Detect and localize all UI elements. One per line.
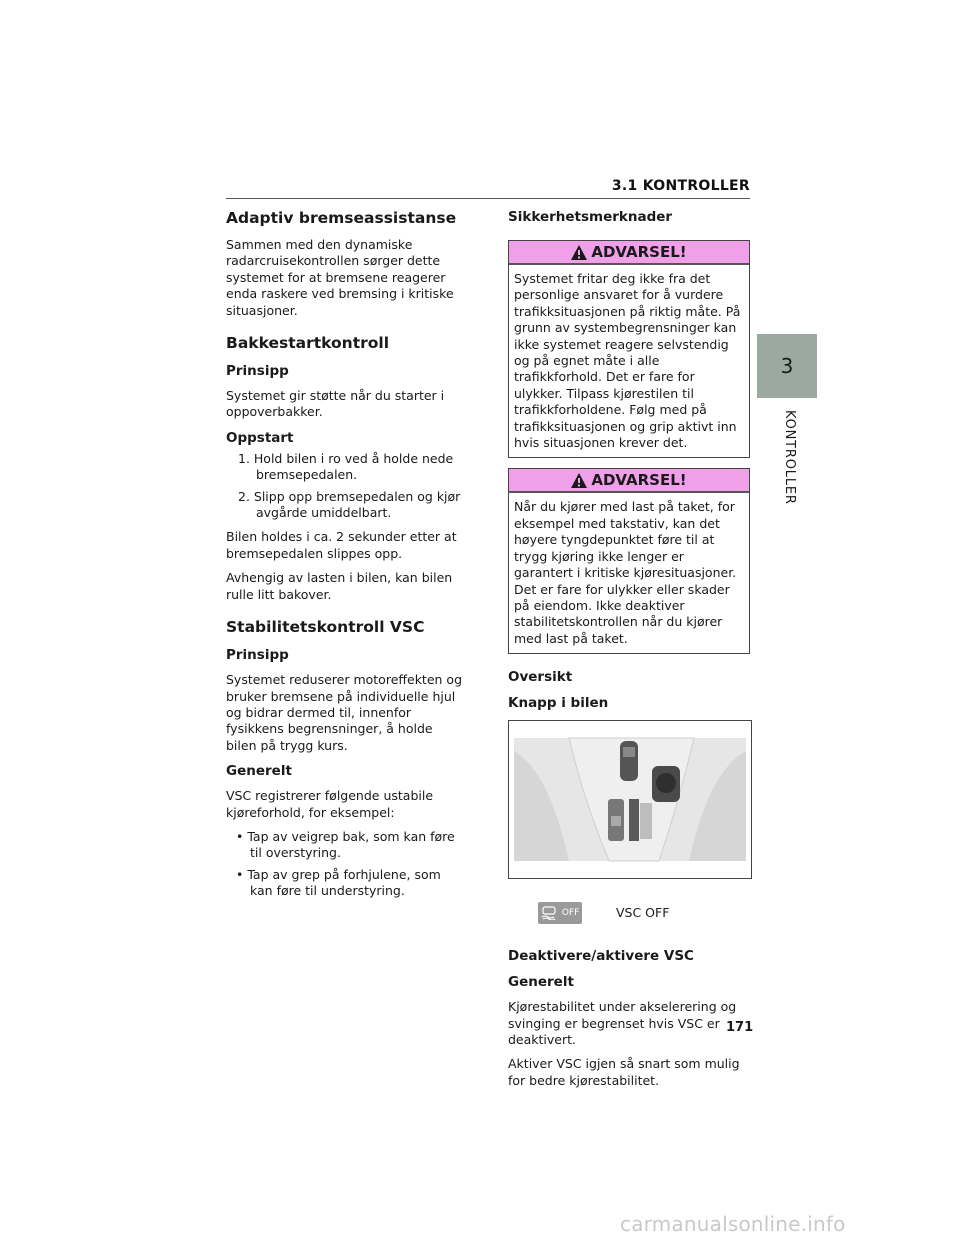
list-item: • Tap av grep på forhjulene, som kan føre til understyring. (236, 866, 441, 899)
warning-triangle-icon (571, 473, 587, 488)
warning-text: Systemet fritar deg ikke fra det personlige ansvaret for å vurdere trafikksituasjonen på riktig måte. På grunn av systembegrensninger kan ikke systemet reagere selvstendig og på egnet måte i alle trafikkforhold. Det er fare for ulykker. Tilpass kjørestilen til trafikkforholdene. Følg med på trafikksituasjonen og grip aktivt inn hvis situasjonen krever det. (514, 271, 741, 451)
right-column (508, 208, 754, 1097)
heading-prinsipp: Prinsipp (226, 647, 289, 664)
paragraph-prinsipp-bakke: Systemet gir støtte når du starter i oppoverbakker. (226, 388, 445, 420)
heading-sikkerhetsmerknader: Sikkerhetsmerknader (508, 209, 673, 225)
vsc-off-icon-text: OFF (561, 907, 580, 918)
left-column (226, 208, 466, 908)
paragraph-holdes: Bilen holdes i ca. 2 sekunder etter at bremsepedalen slippes opp. (226, 529, 457, 561)
list-item: • Tap av veigrep bak, som kan føre til overstyring. (236, 828, 455, 861)
list-item: 2. Slipp opp bremsepedalen og kjør avgårde umiddelbart. (238, 488, 461, 521)
paragraph-prinsipp-vsc: Systemet reduserer motoreffekten og bruker bremsene på individuelle hjul og bidrar dermed til, innenfor fysikkens begrensninger, å holde bilen på trygg kurs. (226, 672, 462, 753)
watermark: carmanualsonline.info (620, 1212, 846, 1236)
warning-header (509, 241, 749, 265)
heading-adaptiv-bremseassistanse: Adaptiv bremseassistanse (226, 209, 457, 227)
heading-prinsipp: Prinsipp (226, 363, 289, 380)
section-header: 3.1 KONTROLLER (611, 178, 750, 194)
paragraph-adaptiv: Sammen med den dynamiske radarcruisekontrollen sørger dette systemet for at bremsene reagerer enda raskere ved bremsing i kritiske situasjoner. (226, 237, 454, 318)
header-divider (226, 198, 750, 199)
heading-oppstart: Oppstart (226, 429, 294, 446)
paragraph-kjorestabilitet: Kjørestabilitet under akselerering og svinging er begrenset hvis VSC er deaktivert. (508, 999, 737, 1047)
warning-title: ADVARSEL! (591, 242, 687, 261)
list-item: 1. Hold bilen i ro ved å holde nede bremsepedalen. (238, 450, 454, 483)
heading-deaktivere-aktivere: Deaktivere/aktivere VSC (508, 948, 694, 965)
warning-text: Når du kjører med last på taket, for eksempel med takstativ, kan det høyere tyngdepunktet føre til at trygg kjøring ikke lenger er garantert i kritiske kjøresituasjoner. Det er fare for ulykker eller skader på eiendom. Ikke deaktiver stabilitetskontrollen når du kjører med last på taket. (514, 499, 737, 646)
paragraph-avhengig: Avhengig av lasten i bilen, kan bilen rulle litt bakover. (226, 570, 453, 602)
steps-list (226, 451, 466, 522)
heading-stabilitetskontroll: Stabilitetskontroll VSC (226, 618, 425, 637)
heading-generelt: Generelt (226, 763, 292, 780)
chapter-tab (757, 334, 817, 398)
heading-generelt: Generelt (508, 974, 574, 991)
heading-oversikt: Oversikt (508, 669, 573, 686)
skid-car-icon (541, 906, 557, 920)
center-console-illustration (509, 721, 751, 878)
heading-bakkestartkontroll: Bakkestartkontroll (226, 334, 390, 353)
heading-knapp-i-bilen: Knapp i bilen (508, 695, 609, 712)
vsc-off-button-icon (538, 902, 582, 924)
paragraph-generelt: VSC registrerer følgende ustabile kjøreforhold, for eksempel: (226, 788, 434, 820)
warning-title: ADVARSEL! (591, 471, 687, 490)
conditions-list (226, 829, 466, 900)
center-console-figure (508, 720, 752, 879)
vsc-off-label: VSC OFF (616, 904, 670, 920)
vsc-off-row (508, 893, 750, 933)
warning-box (508, 468, 750, 654)
paragraph-aktiver: Aktiver VSC igjen så snart som mulig for bedre kjørestabilitet. (508, 1056, 740, 1088)
chapter-label-vertical: KONTROLLER (782, 410, 797, 505)
warning-triangle-icon (571, 245, 587, 260)
warning-header (509, 469, 749, 493)
page-number: 171 (726, 1020, 754, 1035)
warning-box (508, 240, 750, 458)
chapter-number: 3 (780, 354, 794, 378)
